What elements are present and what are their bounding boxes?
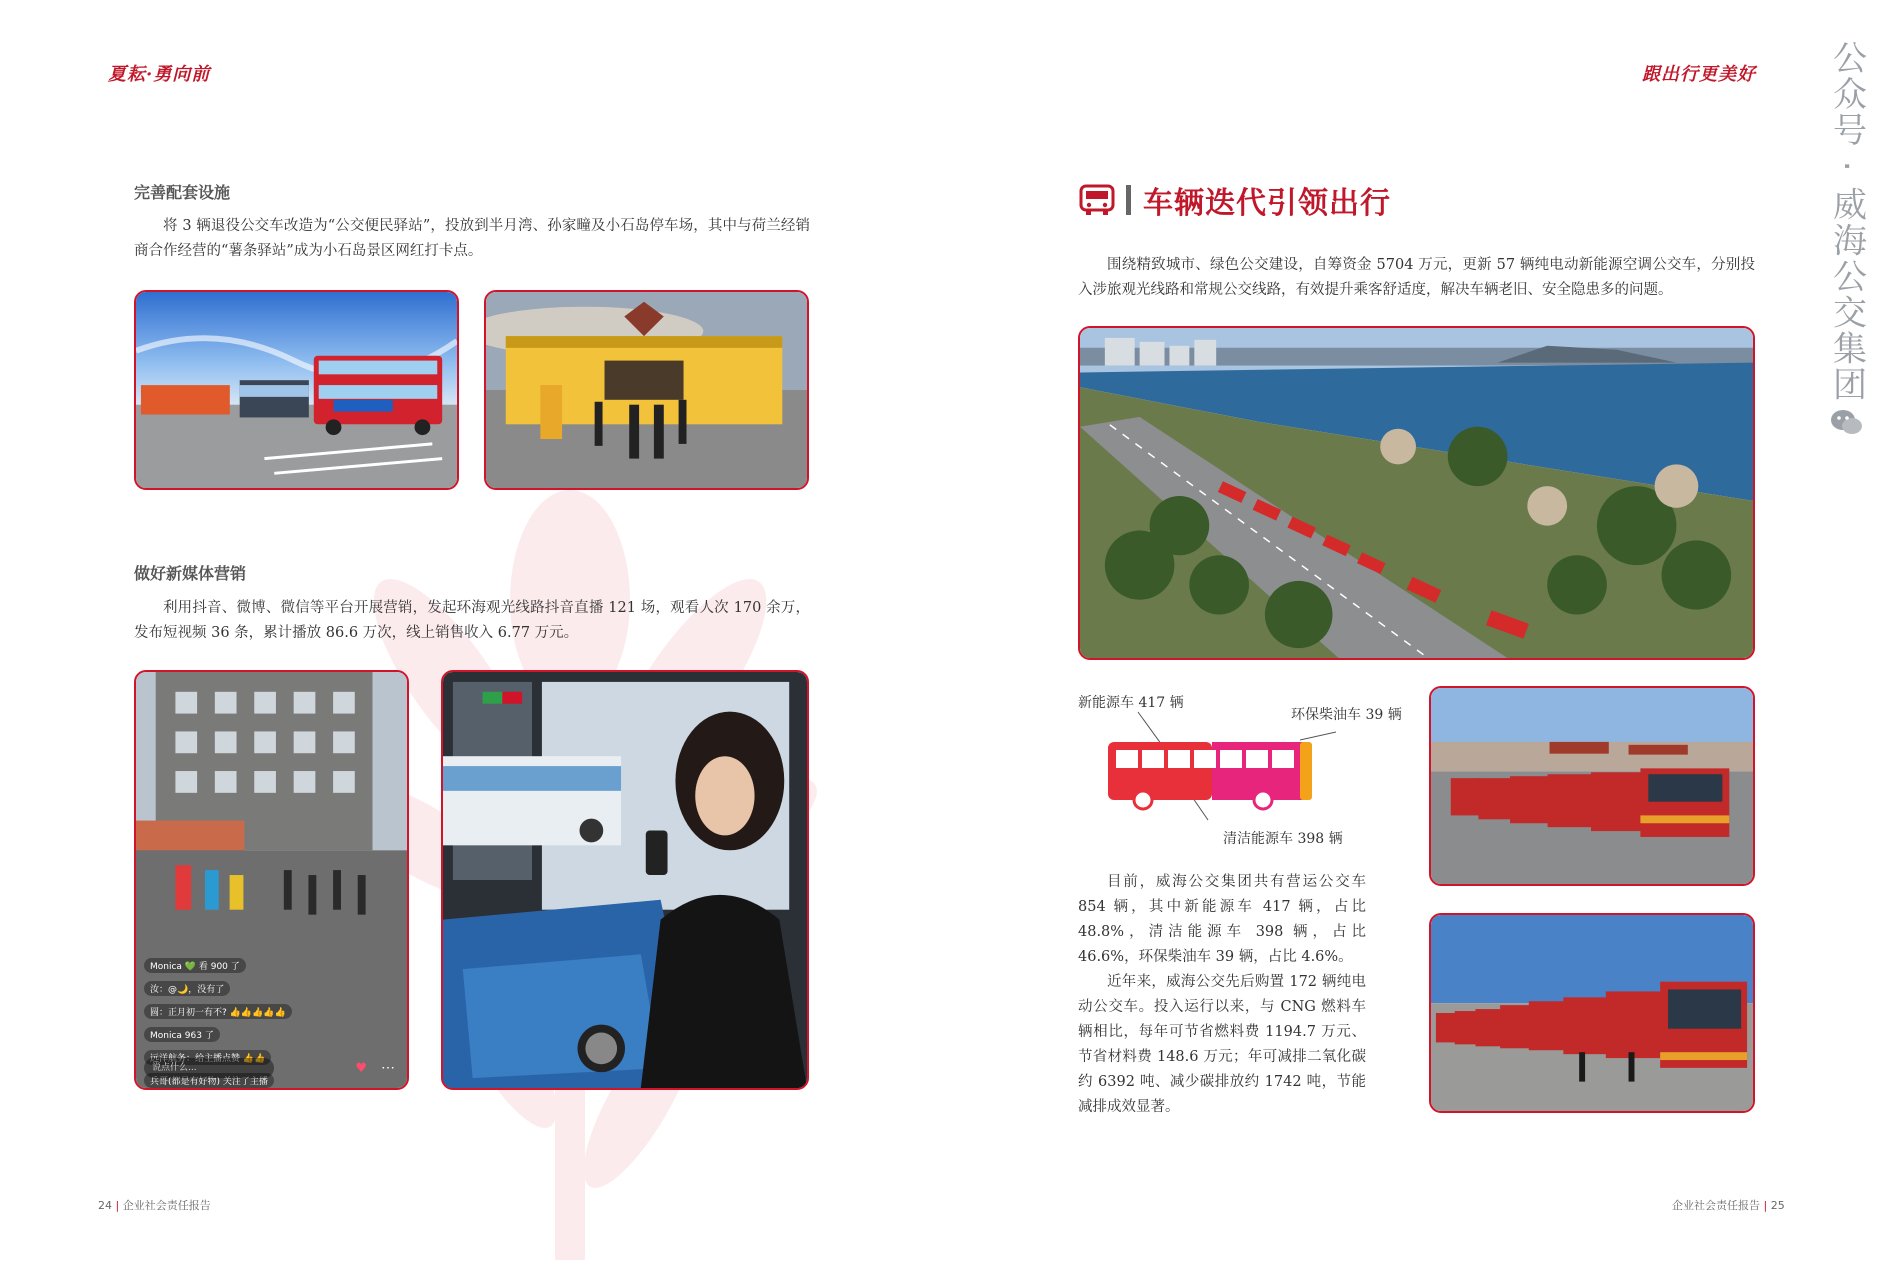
right-page <box>943 0 1886 1280</box>
photo-staff-filming <box>441 670 809 1090</box>
live-comment: 圆：正月初一有不? 👍👍👍👍👍 <box>144 1004 292 1019</box>
footer-left: 24 | 企业社会责任报告 <box>98 1199 211 1212</box>
bus-icon <box>1078 183 1116 217</box>
label-diesel: 环保柴油车 39 辆 <box>1291 707 1402 723</box>
page-number-right: 25 <box>1770 1199 1785 1212</box>
more-icon[interactable]: ⋯ <box>381 1060 395 1076</box>
photo-fries-station <box>484 290 809 490</box>
paragraph-intro: 围绕精致城市、绿色公交建设，自筹资金 5704 万元，更新 57 辆纯电动新能源空调公交车，分别投入涉旅观光线路和常规公交线路，有效提升乘客舒适度，解决车辆老旧、安全隐患多的问题。 <box>1078 257 1755 298</box>
paragraph-facilities: 将 3 辆退役公交车改造为“公交便民驿站”，投放到半月湾、孙家疃及小石岛停车场，其中与荷兰经销商合作经营的“薯条驿站”成为小石岛景区网红打卡点。 <box>134 218 810 259</box>
paragraph-fleet-stats: 目前，威海公交集团共有营运公交车 854 辆，其中新能源车 417 辆，占比 48.8%，清洁能源车 398 辆，占比 46.6%，环保柴油车 39 辆，占比 4.6%。 <box>1078 874 1366 965</box>
live-comment: 汝：@🌙，没有了 <box>144 981 230 996</box>
page-number-left: 24 <box>98 1199 112 1212</box>
fleet-segment-diesel <box>1300 742 1312 800</box>
section-title-new-media: 做好新媒体营销 <box>134 564 247 583</box>
section-title-facilities: 完善配套设施 <box>134 183 231 202</box>
live-comment: Monica 963 了 <box>144 1027 220 1042</box>
live-comment: Monica 💚 看 900 了 <box>144 958 246 973</box>
paragraph-new-media: 利用抖音、微博、微信等平台开展营销，发起环海观光线路抖音直播 121 场，观看人次 170 余万，发布短视频 36 条，累计播放 86.6 万次，线上销售收入 6.77 万元。 <box>134 600 810 641</box>
footer-right: 企业社会责任报告 | 25 <box>1672 1199 1785 1212</box>
photo-bus-fleet-parked <box>1429 686 1755 886</box>
label-new-energy: 新能源车 417 辆 <box>1078 695 1184 711</box>
photo-livestream-screenshot <box>134 670 409 1090</box>
live-comment: 兵哥(都是有好物) 关注了主播 <box>144 1073 274 1088</box>
gift-icon[interactable]: ♥ <box>355 1061 367 1076</box>
page-title: 车辆迭代引领出行 <box>1143 186 1391 221</box>
wechat-icon <box>1830 408 1864 438</box>
section-heading <box>1078 178 1391 222</box>
wechat-watermark <box>1822 40 1872 460</box>
left-header-logo: 夏耘·勇向前 <box>108 64 211 85</box>
photo-aerial-coastal-road <box>1078 326 1755 660</box>
paragraph-energy-savings: 近年来，威海公交先后购置 172 辆纯电动公交车。投入运行以来，与 CNG 燃料车辆相比，每年可节省燃料费 1194.7 万元、节省材料费 148.6 万元；年可减排二氧化碳约 6392 吨、减少碳排放约 1742 吨，节能减排成效显著。 <box>1078 974 1366 1115</box>
live-comment-input[interactable]: 说点什么... <box>144 1058 274 1078</box>
title-divider <box>1126 185 1131 215</box>
right-header-logo: 跟出行更美好 <box>1642 64 1756 85</box>
watermark-text: 公众号 · 威海公交集团 <box>1826 40 1867 403</box>
fleet-composition-bus-diagram <box>1078 708 1378 828</box>
photo-new-buses-ceremony <box>1429 913 1755 1113</box>
live-comment: 远洋航务：给主播点赞 👍👍 <box>144 1050 271 1065</box>
footer-label-right: 企业社会责任报告 <box>1672 1199 1760 1212</box>
photo-buses-parking <box>134 290 459 490</box>
footer-label-left: 企业社会责任报告 <box>122 1199 211 1212</box>
label-clean-energy: 清洁能源车 398 辆 <box>1223 831 1343 847</box>
